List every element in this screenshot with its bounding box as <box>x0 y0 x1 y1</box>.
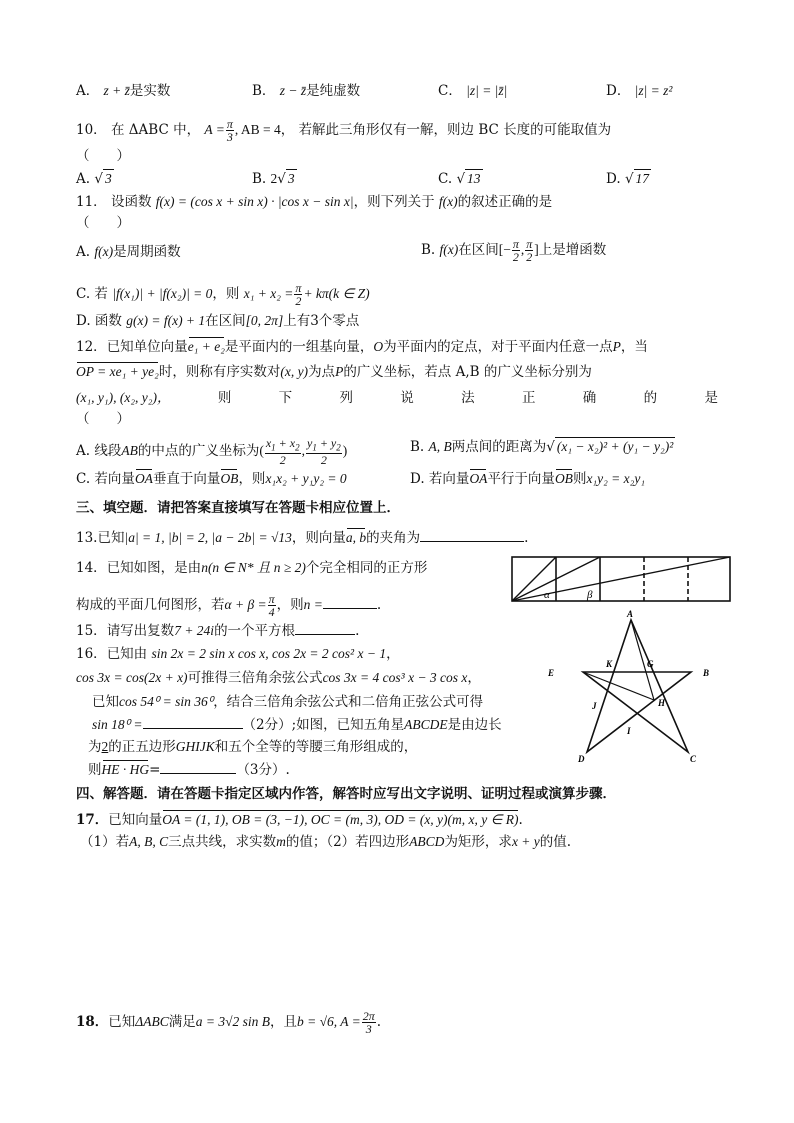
stem-text: 为 <box>88 739 102 755</box>
q14-stem-line2 <box>76 593 381 618</box>
stem-text: 已知如图，是由 <box>106 560 202 576</box>
vertex-label-d: D <box>578 754 585 764</box>
answer-paren: （ ） <box>76 411 130 427</box>
math-expression: = <box>149 762 161 778</box>
option-text: 则 <box>572 471 587 487</box>
stem-word: 确 <box>582 390 597 406</box>
q9-option-d <box>606 82 672 100</box>
math-expression: a = 3√2 sin B <box>195 1014 270 1029</box>
q15-stem <box>76 622 359 640</box>
stem-text: 已知单位向量 <box>106 339 188 355</box>
option-letter: B. <box>252 171 267 187</box>
punctuation: . <box>355 623 360 639</box>
numerator: π <box>512 237 519 251</box>
option-letter: D. 若向量 <box>410 471 470 487</box>
fraction <box>226 118 234 143</box>
option-letter: B. <box>421 242 436 258</box>
stem-text: 个完全相同的正方形 <box>305 560 428 576</box>
stem-text: 已知向量 <box>108 812 163 828</box>
question-number: 15． <box>76 623 107 639</box>
math-expression: m <box>276 834 286 849</box>
option-letter: A． <box>76 83 100 99</box>
option-text: 在区间 <box>205 313 246 329</box>
math-expression: f(x) <box>438 194 458 209</box>
stem-text: 已知 <box>97 530 125 546</box>
math-expression: ] <box>534 242 539 257</box>
q16-pentagram-figure <box>540 606 720 766</box>
math-expression: A = <box>204 122 225 137</box>
stem-text: 为点 <box>308 364 336 380</box>
numerator: π <box>295 281 302 295</box>
stem-text: 若解此三角形仅有一解，则边 BC 长度的可能取值为 <box>298 122 612 138</box>
math-expression: OB <box>554 471 573 486</box>
q16-line1 <box>76 645 400 663</box>
option-text: ，则 <box>238 471 266 487</box>
denominator: 2 <box>526 250 533 264</box>
stem-text: 则 <box>88 762 102 778</box>
math-expression: cos 3x = 4 cos³ x − 3 cos x <box>322 670 468 685</box>
stem-text: 和五个全等的等腰三角形组成的， <box>214 739 418 755</box>
answer-blank[interactable] <box>323 596 377 609</box>
math-expression: 7 + 24i <box>174 623 215 638</box>
punctuation: ， <box>386 646 400 662</box>
stem-word: 则 <box>217 390 232 406</box>
fraction: $\frac{x_1 + x_2}{2}$ <box>265 436 300 468</box>
q14-squares-figure <box>511 555 733 603</box>
fraction <box>294 282 302 307</box>
radicand: 3 <box>287 171 295 186</box>
stem-text: 时，则称有序实数对 <box>158 364 281 380</box>
stem-text: 的一个平方根 <box>214 623 296 639</box>
q12-stem-line3 <box>76 389 718 407</box>
answer-blank[interactable] <box>143 716 243 729</box>
denominator: 4 <box>268 605 275 619</box>
stem-text: 为平面内的定点，对于平面内任意一点 <box>383 339 613 355</box>
numerator: π <box>226 117 233 131</box>
q10-option-c: C. √ 13 <box>438 171 481 187</box>
answer-blank[interactable] <box>295 622 355 635</box>
option-text: 两点间的距离为 <box>451 439 547 455</box>
math-expression: OB <box>220 471 239 486</box>
vertex-label-h: H <box>658 698 666 708</box>
q9-option-b <box>252 82 360 100</box>
option-text: 的中点的广义坐标为 <box>137 443 260 460</box>
q10-option-d: D. √ 17 <box>606 171 650 187</box>
vertex-label-g: G <box>647 659 654 669</box>
q16-line3 <box>92 693 483 711</box>
q17-parts <box>80 833 571 851</box>
punctuation: . <box>518 812 523 828</box>
stem-text: 是由边长 <box>447 717 502 733</box>
punctuation: . <box>376 597 382 613</box>
math-expression: (x, y) <box>280 364 309 379</box>
math-expression: cos 54⁰ = sin 36⁰ <box>119 694 214 709</box>
math-expression: sin 18⁰ = <box>92 717 143 732</box>
q10-option-a: A. √ 3 <box>76 171 112 187</box>
stem-text: 构成的平面几何图形，若 <box>76 597 225 613</box>
option-text: 平行于向量 <box>487 471 555 487</box>
q14-stem-line1 <box>76 559 427 577</box>
punctuation: . <box>524 530 529 546</box>
math-expression: x₁ + x₂ = <box>243 286 294 301</box>
math-expression: f(x) <box>94 244 114 259</box>
math-expression: f(x) <box>439 242 459 257</box>
fraction <box>362 1010 376 1035</box>
answer-paren: （ ） <box>76 215 130 231</box>
vertex-label-j: J <box>592 701 597 711</box>
stem-text: 的值. <box>539 834 572 850</box>
stem-text: ，结合三倍角余弦公式和二倍角正弦公式可得 <box>213 694 484 710</box>
stem-text: 是平面内的一组基向量， <box>224 339 374 355</box>
vertex-label-a: A <box>627 609 634 619</box>
question-number: 16． <box>76 646 107 662</box>
option-text: 垂直于向量 <box>152 471 221 487</box>
q13-stem <box>76 529 528 547</box>
math-expression: ΔABC <box>135 1014 169 1029</box>
stem-text: 的叙述正确的是 <box>457 194 553 210</box>
radicand: 3 <box>104 171 112 186</box>
q12-option-c <box>76 470 347 488</box>
math-expression: ABCD <box>409 834 445 849</box>
option-text: 是周期函数 <box>113 244 181 260</box>
section-title: 四、解答题．请在答题卡指定区域内作答，解答时应写出文字说明、证明过程或演算步骤． <box>76 786 616 802</box>
math-expression: AB <box>121 443 138 459</box>
math-expression: g(x) = f(x) + 1 <box>126 313 206 328</box>
stem-text: （3分）. <box>236 762 290 778</box>
stem-text: 在 ΔABC 中， <box>110 122 201 138</box>
math-expression: O <box>373 339 384 354</box>
math-expression: x₁x₂ + y₁y₂ = 0 <box>265 471 347 486</box>
stem-text: （2分）;如图，已知五角星 <box>242 717 405 733</box>
math-expression: ABCDE <box>404 717 448 732</box>
math-expression: 2 <box>101 739 109 754</box>
math-expression: n = <box>303 597 323 612</box>
option-letter: A. <box>76 171 91 187</box>
q16-line5 <box>88 738 417 756</box>
answer-paren: （ ） <box>76 148 130 164</box>
q16-line2 <box>76 669 481 687</box>
q12-option-b: B. A, B两点间的距离为√ (x₁ − x₂)² + (y₁ − y₂)² <box>410 439 674 455</box>
math-expression: z − z̄ <box>279 83 307 98</box>
q16-line4 <box>92 716 502 734</box>
math-expression: OA <box>134 471 153 486</box>
stem-text: 的值；（2）若四边形 <box>285 834 410 850</box>
math-expression: [0, 2π] <box>245 313 284 328</box>
stem-text: 已知 <box>92 694 119 710</box>
math-expression: |f(x₁)| + |f(x₂)| = 0 <box>112 286 213 301</box>
q12-option-d <box>410 470 645 488</box>
denominator: 2 <box>512 250 519 264</box>
stem-word: 说 <box>400 390 414 406</box>
stem-text: 为矩形，求 <box>444 834 512 850</box>
question-number: 18． <box>76 1014 109 1030</box>
q11-option-b <box>421 238 606 263</box>
math-expression: f(x) = (cos x + sin x) · |cos x − sin x| <box>155 194 354 209</box>
numerator: π <box>268 592 275 606</box>
q12-stem-line1 <box>76 338 648 356</box>
math-expression: |z| = |z̄| <box>466 83 508 98</box>
q12-stem-line2 <box>76 363 592 381</box>
q16-line6 <box>88 761 290 779</box>
q18-stem <box>76 1010 381 1035</box>
math-expression: |a| = 1, |b| = 2, |a − 2b| = √13 <box>124 530 292 545</box>
numerator: π <box>526 237 533 251</box>
question-number: 14． <box>76 560 107 576</box>
stem-text: 已知由 <box>106 646 148 662</box>
vertex-label-i: I <box>627 726 631 736</box>
stem-text: 设函数 <box>110 194 152 210</box>
denominator: 3 <box>226 130 233 144</box>
math-expression: e₁ + e₂ <box>187 339 225 354</box>
question-number: 10． <box>76 122 107 138</box>
stem-text: 可推得三倍角余弦公式 <box>187 670 323 686</box>
q11-stem <box>76 193 552 211</box>
math-expression: , <box>520 242 525 257</box>
math-expression: + kπ(k ∈ Z) <box>303 286 370 301</box>
option-text: 上是增函数 <box>538 242 607 258</box>
stem-text: ，当 <box>620 339 648 355</box>
math-expression: a, b <box>345 530 367 545</box>
stem-word: 下 <box>278 390 293 406</box>
math-expression: b = √6, A = <box>297 1014 361 1029</box>
fraction <box>268 593 276 618</box>
option-letter: C. 若向量 <box>76 471 135 487</box>
math-expression: HE · HG <box>101 762 150 777</box>
fraction <box>525 238 533 263</box>
option-letter: C． <box>438 83 462 99</box>
math-expression: P <box>335 364 344 379</box>
punctuation: . <box>376 1014 382 1030</box>
stem-word: 的 <box>643 390 658 406</box>
punctuation: ， <box>467 670 481 686</box>
math-expression: OP = xe₁ + ye₂ <box>76 364 159 379</box>
stem-word: 列 <box>339 390 353 406</box>
radicand: 13 <box>467 171 481 186</box>
stem-text: 的夹角为 <box>366 530 421 546</box>
math-expression: OA = (1, 1), OB = (3, −1), OC = (m, 3), OD = (x, y)(m, x, y ∈ R) <box>162 812 519 827</box>
radicand: (x₁ − x₂)² + (y₁ − y₂)² <box>556 439 674 454</box>
vertex-label-k: K <box>606 659 613 669</box>
stem-text: 的正五边形 <box>108 739 176 755</box>
math-expression: OA <box>469 471 488 486</box>
option-letter: D. <box>606 171 621 187</box>
option-letter: B． <box>252 83 276 99</box>
stem-text: 三点共线，求实数 <box>168 834 277 850</box>
math-expression: sin 2x = 2 sin x cos x, cos 2x = 2 cos² x − 1 <box>151 646 387 661</box>
math-expression: [− <box>498 242 511 257</box>
math-expression: α + β = <box>224 597 267 612</box>
option-letter: B. <box>410 439 425 455</box>
stem-text: 的广义坐标，若点 A,B 的广义坐标分别为 <box>343 364 592 380</box>
option-text: ，则 <box>212 286 240 302</box>
option-letter: D． <box>606 83 631 99</box>
denominator: 3 <box>365 1022 372 1036</box>
stem-word: 法 <box>461 390 475 406</box>
q12-option-a: A. 线段AB的中点的广义坐标为( $\frac{x_1 + x_2}{2}$ , $\frac{y_1 + y_2}{2}$ ) <box>76 436 348 468</box>
math-expression: x₁y₂ = x₂y₁ <box>586 471 646 486</box>
numerator: 2π <box>362 1009 375 1023</box>
answer-blank[interactable] <box>160 761 236 774</box>
math-expression: A, B, C <box>129 834 169 849</box>
math-expression: x + y <box>511 834 540 849</box>
vertex-label-c: C <box>690 754 697 764</box>
math-coefficient: 2 <box>270 171 278 186</box>
stem-text: ，且 <box>270 1014 297 1030</box>
option-letter: C. 若 <box>76 286 108 302</box>
stem-text: 已知 <box>108 1014 136 1030</box>
math-expression: (x₁, y₁), (x₂, y₂)， <box>76 390 171 405</box>
q17-stem <box>76 811 523 829</box>
option-letter: D. 函数 <box>76 313 122 329</box>
stem-text: ，则 <box>276 597 304 613</box>
math-expression: , AB = 4， <box>234 122 295 137</box>
vertex-label-e: E <box>548 668 555 678</box>
option-text: 上有3个零点 <box>283 313 360 329</box>
denominator: 2 <box>295 294 302 308</box>
stem-text: ，则下列关于 <box>353 194 435 210</box>
stem-text: ，则向量 <box>291 530 346 546</box>
q11-option-c <box>76 282 370 307</box>
math-expression: |z| = z² <box>634 83 673 98</box>
question-number: 13. <box>76 530 98 546</box>
q11-option-a <box>76 243 181 261</box>
angle-label-beta: β <box>587 589 593 601</box>
math-expression: A, B <box>428 439 452 454</box>
q10-stem <box>76 118 611 143</box>
angle-label-alpha: α <box>544 589 550 601</box>
option-text: 是纯虚数 <box>306 83 361 99</box>
q9-option-a <box>76 82 170 100</box>
star-inner-line <box>583 672 654 700</box>
option-letter: A. 线段 <box>76 443 122 460</box>
stem-word: 是 <box>704 390 718 406</box>
math-expression: n(n ∈ N* 且 n ≥ 2) <box>201 560 306 575</box>
math-expression: z + z̄ <box>103 83 130 98</box>
fraction: $\frac{y_1 + y_2}{2}$ <box>306 436 341 468</box>
answer-blank[interactable] <box>420 529 524 542</box>
stem-text: 满足 <box>168 1014 196 1030</box>
radicand: 17 <box>635 171 650 186</box>
math-expression: cos 3x = cos(2x + x) <box>76 670 188 685</box>
math-expression: GHIJK <box>175 739 215 754</box>
question-number: 12． <box>76 339 107 355</box>
q10-option-b: B. 2√ 3 <box>252 171 295 187</box>
fraction <box>512 238 520 263</box>
q9-option-c <box>438 82 507 100</box>
stem-text: 请写出复数 <box>106 623 175 639</box>
math-expression: P <box>612 339 621 354</box>
option-text: 是实数 <box>129 83 171 99</box>
stem-word: 正 <box>521 390 536 406</box>
question-number: 17． <box>76 812 109 828</box>
q11-option-d <box>76 312 359 330</box>
option-letter: A. <box>76 244 91 260</box>
vertex-label-b: B <box>703 668 710 678</box>
option-letter: C. <box>438 171 453 187</box>
stem-text: （1）若 <box>80 834 130 850</box>
option-text: 在区间 <box>458 242 499 258</box>
section-title: 三、填空题．请把答案直接填写在答题卡相应位置上． <box>76 500 400 516</box>
question-number: 11． <box>76 194 107 210</box>
